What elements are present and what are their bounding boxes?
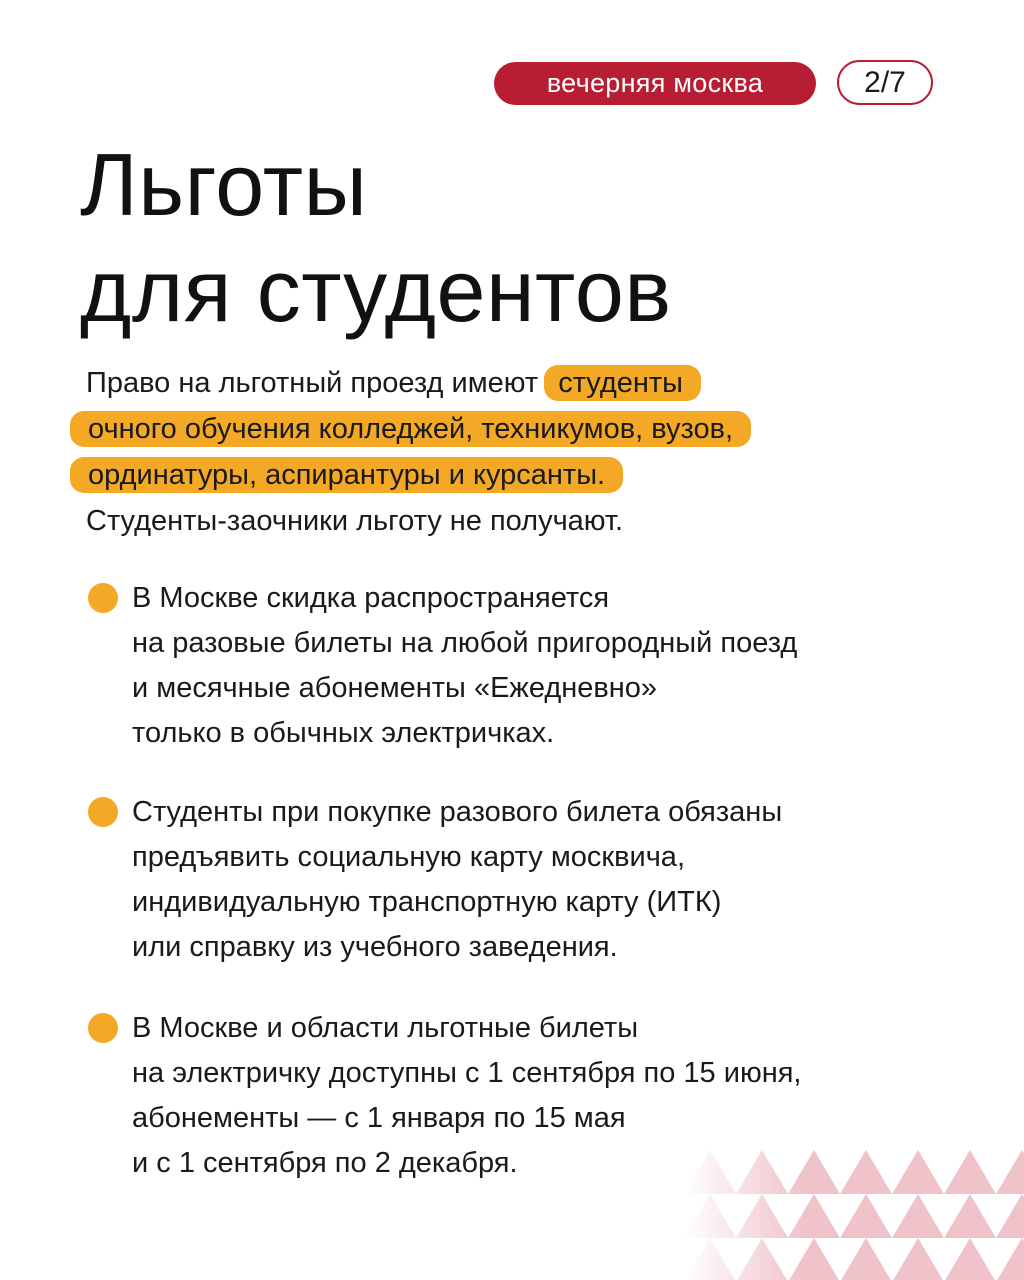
bullet-line: Студенты при покупке разового билета обязаны: [132, 796, 783, 828]
intro-line-1: [86, 360, 966, 406]
bullet-line: на электричку доступны с 1 сентября по 15 июня,: [132, 1057, 802, 1089]
intro-line-2: [86, 406, 966, 452]
intro-highlight-3: ординатуры, аспирантуры и курсанты.: [70, 457, 623, 493]
bullet-line: только в обычных электричках.: [132, 717, 555, 749]
bullet-dot-icon: [88, 583, 118, 613]
bullet-text: [132, 576, 948, 756]
bullet-line: предъявить социальную карту москвича,: [132, 841, 685, 873]
bullet-line: В Москве скидка распространяется: [132, 582, 610, 614]
title-line-1: Льготы: [80, 135, 368, 234]
bullet-dot-icon: [88, 1013, 118, 1043]
bullet-line: В Москве и области льготные билеты: [132, 1012, 639, 1044]
bullet-line: и месячные абонементы «Ежедневно»: [132, 672, 658, 704]
intro-tail: Студенты-заочники льготу не получают.: [86, 505, 624, 537]
brand-badge: вечерняя москва: [494, 62, 816, 105]
title-line-2: для студентов: [80, 241, 672, 340]
page-title: [80, 132, 672, 344]
bullet-line: абонементы — с 1 января по 15 мая: [132, 1102, 626, 1134]
bullet-dot-icon: [88, 797, 118, 827]
bullet-line: индивидуальную транспортную карту (ИТК): [132, 886, 722, 918]
bullet-line: на разовые билеты на любой пригородный поезд: [132, 627, 798, 659]
page-counter: 2/7: [837, 60, 933, 105]
intro-line-3: [86, 452, 966, 498]
intro-lead: Право на льготный проезд имеют: [86, 367, 539, 399]
intro-highlight-2: очного обучения колледжей, техникумов, вузов,: [70, 411, 751, 447]
bullet-item-2: [88, 790, 948, 970]
triangle-pattern-decoration: [684, 1150, 1024, 1280]
bullet-text: [132, 790, 948, 970]
bullet-line: или справку из учебного заведения.: [132, 931, 618, 963]
intro-paragraph: [86, 360, 966, 544]
intro-highlight-1: студенты: [544, 365, 701, 401]
bullet-item-1: [88, 576, 948, 756]
bullet-line: и с 1 сентября по 2 декабря.: [132, 1147, 518, 1179]
